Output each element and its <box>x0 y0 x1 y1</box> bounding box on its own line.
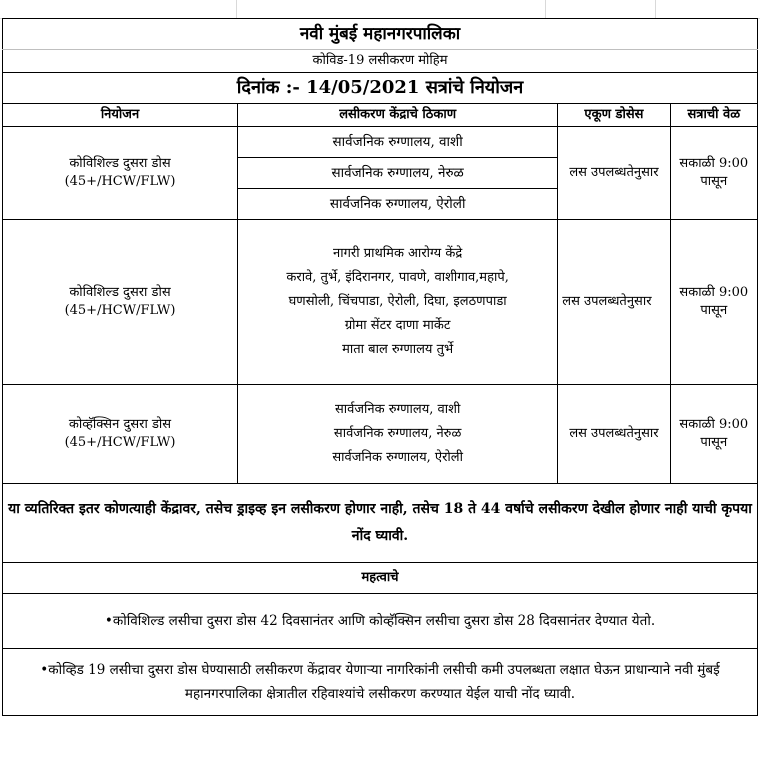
vaccine-name: कोविशिल्ड दुसरा डोस <box>69 156 171 172</box>
planning-cell <box>3 385 238 484</box>
document-title: नवी मुंबई महानगरपालिका <box>3 19 758 50</box>
header-doses: एकूण डोसेस <box>558 104 670 127</box>
note-item: •कोव्हिड 19 लसीचा दुसरा डोस घेण्यासाठी लसीकरण केंद्रावर येणाऱ्या नागरिकांनी लसीची कमी उपलब्धता लक्षात घेऊन प्राधान्याने नवी मुंबई महानगरपालिका क्षेत्रातील रहिवाश्यांचे लसीकरण करण्यात येईल याची नोंद घ्यावी. <box>3 649 758 716</box>
center-location: घणसोली, चिंचपाडा, ऐरोली, दिघा, इलठणपाडा <box>288 293 507 309</box>
important-heading: महत्वाचे <box>3 563 758 594</box>
doses-cell: लस उपलब्धतेनुसार <box>558 220 670 385</box>
center-location: सार्वजनिक रुग्णालय, नेरुळ <box>333 425 462 441</box>
doses-cell: लस उपलब्धतेनुसार <box>558 385 670 484</box>
eligible-group: (45+/HCW/FLW) <box>64 435 176 450</box>
restriction-notice: या व्यतिरिक्त इतर कोणत्याही केंद्रावर, तसेच ड्राइव्ह इन लसीकरण होणार नाही, तसेच 18 ते 44 वर्षाचे लसीकरण देखील होणार नाही याची कृपया नोंद घ्यावी. <box>3 484 758 563</box>
center-location: ग्रोमा सेंटर दाणा मार्केट <box>344 318 451 334</box>
table-row <box>3 220 758 385</box>
vaccine-name: कोविशिल्ड दुसरा डोस <box>69 285 171 301</box>
table-row <box>3 127 758 158</box>
spreadsheet-gridlines <box>0 0 760 19</box>
center-location: सार्वजनिक रुग्णालय, ऐरोली <box>238 189 558 220</box>
vaccine-name: कोव्हॅक्सिन दुसरा डोस <box>68 417 172 433</box>
planning-cell <box>3 127 238 220</box>
center-locations-list <box>238 220 558 385</box>
header-center: लसीकरण केंद्राचे ठिकाण <box>238 104 558 127</box>
time-cell: सकाळी 9:00 पासून <box>670 127 757 220</box>
center-location: माता बाल रुग्णालय तुर्भे <box>342 342 454 358</box>
center-location: करावे, तुर्भे, इंदिरानगर, पावणे, वाशीगाव,महापे, <box>286 269 509 285</box>
date-heading: दिनांक :- 14/05/2021 सत्रांचे नियोजन <box>3 73 758 104</box>
table-header-row <box>3 104 758 127</box>
table-row <box>3 385 758 484</box>
eligible-group: (45+/HCW/FLW) <box>64 174 176 189</box>
header-planning: नियोजन <box>3 104 238 127</box>
time-cell: सकाळी 9:00 पासून <box>670 385 757 484</box>
eligible-group: (45+/HCW/FLW) <box>64 303 176 318</box>
center-locations-list <box>238 385 558 484</box>
center-location: सार्वजनिक रुग्णालय, ऐरोली <box>332 450 463 466</box>
document-subtitle: कोविड-19 लसीकरण मोहिम <box>3 50 758 73</box>
doses-cell: लस उपलब्धतेनुसार <box>558 127 670 220</box>
schedule-table <box>2 18 758 716</box>
note-item: •कोविशिल्ड लसीचा दुसरा डोस 42 दिवसानंतर आणि कोव्हॅक्सिन लसीचा दुसरा डोस 28 दिवसानंतर देण्यात येतो. <box>3 594 758 649</box>
planning-cell <box>3 220 238 385</box>
center-location: सार्वजनिक रुग्णालय, नेरुळ <box>238 158 558 189</box>
center-location: नागरी प्राथमिक आरोग्य केंद्रे <box>333 245 463 261</box>
center-location: सार्वजनिक रुग्णालय, वाशी <box>334 401 461 417</box>
header-time: सत्राची वेळ <box>670 104 757 127</box>
center-location: सार्वजनिक रुग्णालय, वाशी <box>238 127 558 158</box>
time-cell: सकाळी 9:00 पासून <box>670 220 757 385</box>
